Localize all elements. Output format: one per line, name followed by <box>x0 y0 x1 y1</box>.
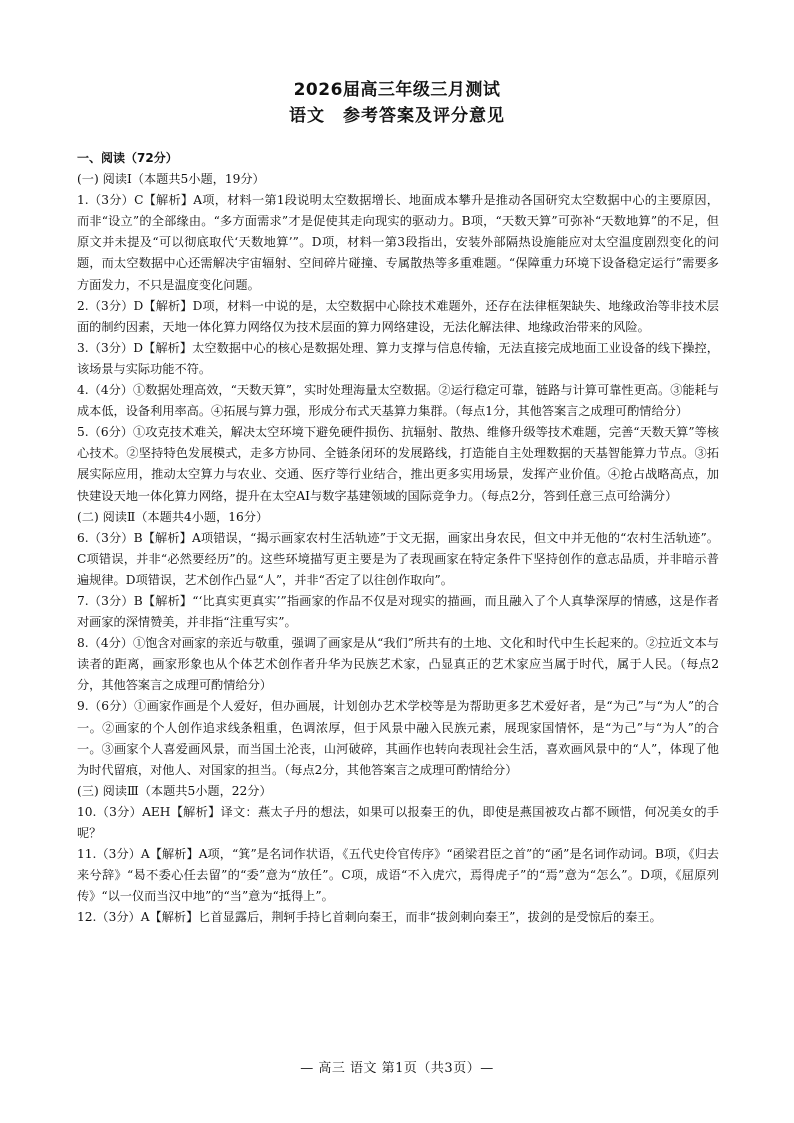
answer-q3: 3.（3分）D【解析】太空数据中心的核心是数据处理、算力支撑与信息传输，无法直接完成地面工业设备的线下操控，该场景与实际功能不符。 <box>77 340 719 376</box>
answer-q2: 2.（3分）D【解析】D项，材料一中说的是，太空数据中心除技术难题外，还存在法律框架缺失、地缘政治等非技术层面的制约因素，天地一体化算力网络仅为技术层面的算力网络建设，无法化解法律、地缘政治带来的风险。 <box>77 298 719 334</box>
answer-q8: 8.（4分）①饱含对画家的亲近与敬重，强调了画家是从“我们”所共有的土地、文化和时代中生长起来的。②拉近文本与读者的距离，画家形象也从个体艺术创作者升华为民族艺术家，凸显真正的艺术家应当属于时代，属于人民。（每点2分，其他答案言之成理可酌情给分） <box>77 636 719 693</box>
answer-q12: 12.（3分）A【解析】匕首显露后，荆轲手持匕首刺向秦王，而非“拔剑刺向秦王”，拔剑的是受惊后的秦王。 <box>77 910 662 925</box>
exam-title: 2026届高三年级三月测试 <box>293 80 501 100</box>
subsection-reading-1: (一) 阅读Ⅰ（本题共5小题，19分） <box>77 172 265 187</box>
page-footer: — 高三 语文 第1页（共3页）— <box>300 1061 494 1076</box>
answer-q11: 11.（3分）A【解析】A项，“箕”是名词作状语，《五代史伶官传序》“函梁君臣之首”的“函”是名词作动词。B项，《归去来兮辞》“曷不委心任去留”的“委”意为“放任”。C项，成语“不入虎穴，焉得虎子”的“焉”意为“怎么”。D项，《屈原列传》“以一仪而当汉中地”的“当”意为“抵得上”。 <box>77 847 719 904</box>
answer-q4: 4.（4分）①数据处理高效，“天数天算”，实时处理海量太空数据。②运行稳定可靠，链路与计算可靠性更高。③能耗与成本低，设备利用率高。④拓展与算力强，形成分布式天基算力集群。（每点1分，其他答案言之成理可酌情给分） <box>77 383 719 419</box>
subsection-reading-3: (三) 阅读Ⅲ（本题共5小题，22分） <box>77 783 272 798</box>
answer-content <box>77 148 719 928</box>
answer-q5: 5.（6分）①攻克技术难关，解决太空环境下避免硬件损伤、抗辐射、散热、维修升级等技术难题，完善“天数天算”等核心技术。②坚持特色发展模式，走多方协同、全链条闭环的发展路线，打造能自主处理数据的天基智能算力节点。③拓展实际应用，推动太空算力与农业、交通、医疗等行业结合，推出更多实用场景，发挥产业价值。④抢占战略高点，加快建设天地一体化算力网络，提升在太空AI与数字基建领域的国际竞争力。（每点2分，答到任意三点可给满分） <box>77 425 719 503</box>
answer-q9: 9.（6分）①画家作画是个人爱好，但办画展，计划创办艺术学校等是为帮助更多艺术爱好者，是“为己”与“为人”的合一。②画家的个人创作追求线条粗重，色调浓厚，但于风景中融入民族元素，展现家国情怀，是“为己”与“为人”的合一。③画家个人喜爱画风景，而当国土沦丧，山河破碎，其画作也转向表现社会生活，喜欢画风景中的“人”，体现了他为时代留痕，对他人、对国家的担当。（每点2分，其他答案言之成理可酌情给分） <box>77 699 719 777</box>
subsection-reading-2: (二) 阅读Ⅱ（本题共4小题，16分） <box>77 509 269 524</box>
exam-subtitle: 语文 参考答案及评分意见 <box>289 106 505 126</box>
section-heading-reading: 一、阅读（72分） <box>77 151 178 165</box>
answer-q6: 6.（3分）B【解析】A项错误，“揭示画家农村生活轨迹”于文无据，画家出身农民，但文中并无他的“农村生活轨迹”。C项错误，并非“必然要经历”的。这些环境描写更主要是为了表现画家在特定条件下坚持创作的意志品质，并非暗示普遍规律。D项错误，艺术创作凸显“人”，并非“否定了以往创作取向”。 <box>77 530 719 587</box>
answer-q10: 10.（3分）AEH【解析】译文：燕太子丹的想法，如果可以报秦王的仇，即使是燕国被攻占都不顾惜，何况美女的手呢？ <box>77 804 719 840</box>
answer-q7: 7.（3分）B【解析】“‘比真实更真实’”指画家的作品不仅是对现实的描画，而且融入了个人真挚深厚的情感，这是作者对画家的深情赞美，并非指“注重写实”。 <box>77 593 719 630</box>
answer-q1: 1.（3分）C【解析】A项，材料一第1段说明太空数据增长、地面成本攀升是推动各国研究太空数据中心的主要原因，而非“设立”的全部缘由。“多方面需求”才是促使其走向现实的驱动力。B项，“天数天算”可弥补“天数地算”的不足，但原文并未提及“可以彻底取代‘天数地算’”。D项，材料一第3段指出，安装外部隔热设施能应对太空温度剧烈变化的问题，而太空数据中心还需解决宇宙辐射、空间碎片碰撞、专属散热等多重难题。“保障重力环境下设备稳定运行”需要多方面发力，不只是温度变化问题。 <box>77 193 719 292</box>
